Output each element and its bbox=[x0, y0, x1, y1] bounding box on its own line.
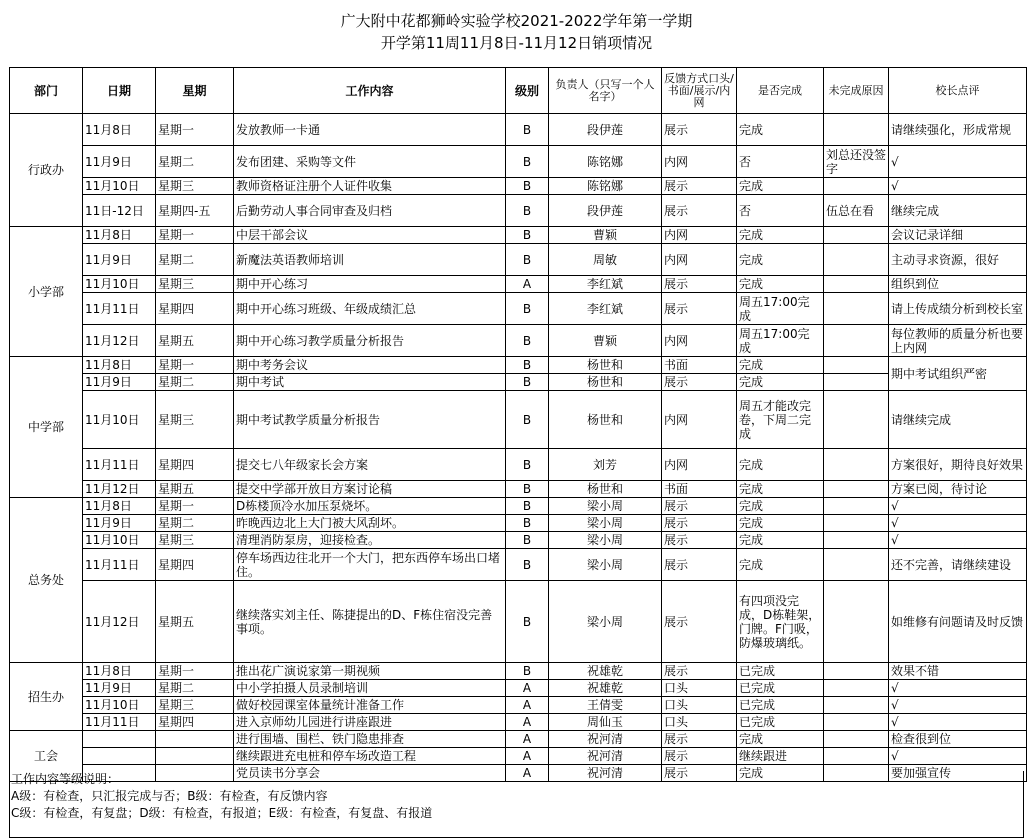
comment-cell: √ bbox=[889, 748, 1027, 765]
level-cell: A bbox=[506, 748, 549, 765]
content-cell: 提交中学部开放日方案讨论稿 bbox=[234, 481, 506, 498]
done-cell: 完成 bbox=[737, 731, 824, 748]
week-cell: 星期一 bbox=[156, 357, 234, 374]
date-cell: 11月8日 bbox=[83, 498, 156, 515]
comment-cell: √ bbox=[889, 498, 1027, 515]
header-reason: 未完成原因 bbox=[824, 68, 889, 114]
header-week: 星期 bbox=[156, 68, 234, 114]
week-cell: 星期五 bbox=[156, 581, 234, 663]
date-cell: 11月8日 bbox=[83, 227, 156, 244]
comment-cell: 要加强宣传 bbox=[889, 765, 1027, 782]
content-cell: 期中开心练习 bbox=[234, 276, 506, 293]
table-row bbox=[10, 549, 1027, 581]
owner-cell: 王倩雯 bbox=[549, 697, 662, 714]
content-cell: 期中开心练习教学质量分析报告 bbox=[234, 325, 506, 357]
level-cell: B bbox=[506, 293, 549, 325]
reason-cell bbox=[824, 293, 889, 325]
comment-cell: √ bbox=[889, 714, 1027, 731]
level-cell: B bbox=[506, 374, 549, 391]
done-cell: 否 bbox=[737, 146, 824, 178]
reason-cell bbox=[824, 663, 889, 680]
owner-cell: 曹颖 bbox=[549, 325, 662, 357]
week-cell: 星期一 bbox=[156, 663, 234, 680]
date-cell: 11月8日 bbox=[83, 663, 156, 680]
week-cell: 星期三 bbox=[156, 276, 234, 293]
done-cell: 完成 bbox=[737, 549, 824, 581]
comment-cell: 继续完成 bbox=[889, 195, 1027, 227]
owner-cell: 梁小周 bbox=[549, 549, 662, 581]
date-cell: 11月9日 bbox=[83, 244, 156, 276]
header-done: 是否完成 bbox=[737, 68, 824, 114]
content-cell: 后勤劳动人事合同审查及归档 bbox=[234, 195, 506, 227]
level-cell: B bbox=[506, 195, 549, 227]
table-row bbox=[10, 731, 1027, 748]
work-table bbox=[9, 67, 1027, 782]
reason-cell bbox=[824, 276, 889, 293]
table-row bbox=[10, 357, 1027, 374]
done-cell: 周五17:00完成 bbox=[737, 325, 824, 357]
dept-cell: 行政办 bbox=[10, 114, 83, 227]
owner-cell: 梁小周 bbox=[549, 581, 662, 663]
content-cell: 新魔法英语教师培训 bbox=[234, 244, 506, 276]
owner-cell: 祝河清 bbox=[549, 765, 662, 782]
level-notes bbox=[9, 771, 1024, 838]
reason-cell bbox=[824, 178, 889, 195]
week-cell: 星期二 bbox=[156, 374, 234, 391]
feedback-cell: 展示 bbox=[662, 178, 737, 195]
done-cell: 完成 bbox=[737, 374, 824, 391]
dept-cell: 小学部 bbox=[10, 227, 83, 357]
date-cell bbox=[83, 748, 156, 765]
week-cell: 星期四 bbox=[156, 714, 234, 731]
header-comment: 校长点评 bbox=[889, 68, 1027, 114]
owner-cell: 曹颖 bbox=[549, 227, 662, 244]
reason-cell bbox=[824, 731, 889, 748]
feedback-cell: 内网 bbox=[662, 244, 737, 276]
owner-cell: 杨世和 bbox=[549, 391, 662, 449]
done-cell: 完成 bbox=[737, 357, 824, 374]
level-cell: B bbox=[506, 114, 549, 146]
owner-cell: 周仙玉 bbox=[549, 714, 662, 731]
done-cell: 有四项没完成，D栋鞋架，门牌。F门吸，防爆玻璃纸。 bbox=[737, 581, 824, 663]
owner-cell: 杨世和 bbox=[549, 374, 662, 391]
content-cell: 提交七八年级家长会方案 bbox=[234, 449, 506, 481]
done-cell: 已完成 bbox=[737, 680, 824, 697]
comment-cell: √ bbox=[889, 178, 1027, 195]
level-cell: B bbox=[506, 227, 549, 244]
feedback-cell: 内网 bbox=[662, 449, 737, 481]
week-cell: 星期二 bbox=[156, 146, 234, 178]
content-cell: 进入京师幼儿园进行讲座跟进 bbox=[234, 714, 506, 731]
comment-cell: √ bbox=[889, 515, 1027, 532]
date-cell: 11日-12日 bbox=[83, 195, 156, 227]
content-cell: 继续跟进充电桩和停车场改造工程 bbox=[234, 748, 506, 765]
owner-cell: 杨世和 bbox=[549, 357, 662, 374]
owner-cell: 刘芳 bbox=[549, 449, 662, 481]
level-cell: B bbox=[506, 449, 549, 481]
content-cell: 中小学拍摄人员录制培训 bbox=[234, 680, 506, 697]
week-cell: 星期三 bbox=[156, 532, 234, 549]
table-row bbox=[10, 114, 1027, 146]
feedback-cell: 展示 bbox=[662, 498, 737, 515]
reason-cell bbox=[824, 697, 889, 714]
level-cell: B bbox=[506, 481, 549, 498]
week-cell: 星期四 bbox=[156, 449, 234, 481]
reason-cell bbox=[824, 449, 889, 481]
done-cell: 否 bbox=[737, 195, 824, 227]
level-cell: B bbox=[506, 515, 549, 532]
document-subtitle: 开学第11周11月8日-11月12日销项情况 bbox=[380, 34, 653, 52]
date-cell: 11月10日 bbox=[83, 391, 156, 449]
header-date: 日期 bbox=[83, 68, 156, 114]
done-cell: 完成 bbox=[737, 765, 824, 782]
reason-cell bbox=[824, 374, 889, 391]
header-row bbox=[10, 68, 1027, 114]
content-cell: 教师资格证注册个人证件收集 bbox=[234, 178, 506, 195]
table-row bbox=[10, 481, 1027, 498]
owner-cell: 梁小周 bbox=[549, 515, 662, 532]
feedback-cell: 书面 bbox=[662, 481, 737, 498]
feedback-cell: 展示 bbox=[662, 515, 737, 532]
week-cell: 星期四 bbox=[156, 549, 234, 581]
comment-cell: 请上传成绩分析到校长室 bbox=[889, 293, 1027, 325]
reason-cell bbox=[824, 325, 889, 357]
comment-cell: √ bbox=[889, 146, 1027, 178]
done-cell: 完成 bbox=[737, 227, 824, 244]
done-cell: 已完成 bbox=[737, 663, 824, 680]
owner-cell: 祝河清 bbox=[549, 748, 662, 765]
reason-cell bbox=[824, 481, 889, 498]
level-cell: B bbox=[506, 357, 549, 374]
reason-cell bbox=[824, 532, 889, 549]
dept-cell: 总务处 bbox=[10, 498, 83, 663]
week-cell: 星期三 bbox=[156, 391, 234, 449]
comment-cell: √ bbox=[889, 680, 1027, 697]
date-cell: 11月9日 bbox=[83, 515, 156, 532]
done-cell: 完成 bbox=[737, 114, 824, 146]
feedback-cell: 展示 bbox=[662, 731, 737, 748]
reason-cell bbox=[824, 748, 889, 765]
owner-cell: 段伊莲 bbox=[549, 114, 662, 146]
table-row bbox=[10, 391, 1027, 449]
done-cell: 继续跟进 bbox=[737, 748, 824, 765]
date-cell: 11月10日 bbox=[83, 697, 156, 714]
table-row bbox=[10, 532, 1027, 549]
dept-cell: 工会 bbox=[10, 731, 83, 782]
owner-cell: 陈铭娜 bbox=[549, 178, 662, 195]
week-cell: 星期三 bbox=[156, 178, 234, 195]
feedback-cell: 口头 bbox=[662, 714, 737, 731]
table-row bbox=[10, 227, 1027, 244]
level-cell: A bbox=[506, 697, 549, 714]
comment-cell: 主动寻求资源，很好 bbox=[889, 244, 1027, 276]
notes-line: A级：有检查，只汇报完成与否；B级：有检查，有反馈内容 bbox=[11, 789, 328, 803]
date-cell: 11月12日 bbox=[83, 481, 156, 498]
done-cell: 完成 bbox=[737, 515, 824, 532]
feedback-cell: 展示 bbox=[662, 114, 737, 146]
date-cell: 11月10日 bbox=[83, 532, 156, 549]
table-row bbox=[10, 325, 1027, 357]
owner-cell: 祝河清 bbox=[549, 731, 662, 748]
header-dept: 部门 bbox=[10, 68, 83, 114]
notes-line: 工作内容等级说明： bbox=[11, 772, 120, 786]
content-cell: 进行围墙、围栏、铁门隐患排查 bbox=[234, 731, 506, 748]
table-row bbox=[10, 714, 1027, 731]
week-cell: 星期一 bbox=[156, 114, 234, 146]
feedback-cell: 展示 bbox=[662, 374, 737, 391]
level-cell: B bbox=[506, 244, 549, 276]
feedback-cell: 展示 bbox=[662, 195, 737, 227]
content-cell: 停车场西边往北开一个大门，把东西停车场出口堵住。 bbox=[234, 549, 506, 581]
content-cell: 发放教师一卡通 bbox=[234, 114, 506, 146]
done-cell: 周五才能改完卷，下周二完成 bbox=[737, 391, 824, 449]
feedback-cell: 口头 bbox=[662, 680, 737, 697]
level-cell: B bbox=[506, 532, 549, 549]
header-content: 工作内容 bbox=[234, 68, 506, 114]
content-cell: 期中考务会议 bbox=[234, 357, 506, 374]
owner-cell: 周敏 bbox=[549, 244, 662, 276]
done-cell: 完成 bbox=[737, 244, 824, 276]
comment-cell: 方案很好，期待良好效果 bbox=[889, 449, 1027, 481]
header-owner: 负责人（只写一个人名字） bbox=[549, 68, 662, 114]
level-cell: A bbox=[506, 731, 549, 748]
reason-cell bbox=[824, 581, 889, 663]
owner-cell: 祝雄乾 bbox=[549, 663, 662, 680]
feedback-cell: 展示 bbox=[662, 581, 737, 663]
done-cell: 完成 bbox=[737, 449, 824, 481]
dept-cell: 招生办 bbox=[10, 663, 83, 731]
feedback-cell: 展示 bbox=[662, 549, 737, 581]
content-cell: 继续落实刘主任、陈捷提出的D、F栋住宿没完善事项。 bbox=[234, 581, 506, 663]
table-row bbox=[10, 178, 1027, 195]
reason-cell bbox=[824, 515, 889, 532]
comment-cell: 会议记录详细 bbox=[889, 227, 1027, 244]
content-cell: 做好校园课室体量统计准备工作 bbox=[234, 697, 506, 714]
table-row bbox=[10, 581, 1027, 663]
week-cell: 星期一 bbox=[156, 227, 234, 244]
date-cell: 11月10日 bbox=[83, 276, 156, 293]
content-cell: 昨晚西边北上大门被大风刮坏。 bbox=[234, 515, 506, 532]
content-cell: 清理消防泵房，迎接检查。 bbox=[234, 532, 506, 549]
table-row bbox=[10, 697, 1027, 714]
comment-cell: √ bbox=[889, 532, 1027, 549]
week-cell: 星期五 bbox=[156, 325, 234, 357]
header-level: 级别 bbox=[506, 68, 549, 114]
owner-cell: 祝雄乾 bbox=[549, 680, 662, 697]
comment-cell: 如维修有问题请及时反馈 bbox=[889, 581, 1027, 663]
reason-cell bbox=[824, 498, 889, 515]
table-row bbox=[10, 374, 1027, 391]
notes-line: C级：有检查，有复盘；D级：有检查，有报道；E级：有检查，有复盘、有报道 bbox=[11, 806, 433, 820]
owner-cell: 段伊莲 bbox=[549, 195, 662, 227]
date-cell: 11月9日 bbox=[83, 146, 156, 178]
reason-cell bbox=[824, 391, 889, 449]
owner-cell: 李红斌 bbox=[549, 276, 662, 293]
feedback-cell: 内网 bbox=[662, 391, 737, 449]
feedback-cell: 展示 bbox=[662, 663, 737, 680]
comment-cell: 方案已阅，待讨论 bbox=[889, 481, 1027, 498]
reason-cell bbox=[824, 227, 889, 244]
table-row bbox=[10, 515, 1027, 532]
reason-cell bbox=[824, 549, 889, 581]
week-cell: 星期五 bbox=[156, 481, 234, 498]
feedback-cell: 展示 bbox=[662, 748, 737, 765]
feedback-cell: 展示 bbox=[662, 276, 737, 293]
done-cell: 完成 bbox=[737, 178, 824, 195]
feedback-cell: 展示 bbox=[662, 293, 737, 325]
table-row bbox=[10, 449, 1027, 481]
owner-cell: 梁小周 bbox=[549, 532, 662, 549]
week-cell: 星期二 bbox=[156, 244, 234, 276]
reason-cell bbox=[824, 244, 889, 276]
done-cell: 已完成 bbox=[737, 714, 824, 731]
date-cell: 11月12日 bbox=[83, 581, 156, 663]
comment-cell: 请继续强化，形成常规 bbox=[889, 114, 1027, 146]
level-cell: B bbox=[506, 581, 549, 663]
document-title: 广大附中花都狮岭实验学校2021-2022学年第一学期 bbox=[340, 12, 693, 30]
level-cell: B bbox=[506, 391, 549, 449]
dept-cell: 中学部 bbox=[10, 357, 83, 498]
owner-cell: 陈铭娜 bbox=[549, 146, 662, 178]
owner-cell: 李红斌 bbox=[549, 293, 662, 325]
feedback-cell: 口头 bbox=[662, 697, 737, 714]
done-cell: 周五17:00完成 bbox=[737, 293, 824, 325]
level-cell: A bbox=[506, 680, 549, 697]
feedback-cell: 展示 bbox=[662, 532, 737, 549]
feedback-cell: 内网 bbox=[662, 146, 737, 178]
feedback-cell: 展示 bbox=[662, 765, 737, 782]
reason-cell: 伍总在看 bbox=[824, 195, 889, 227]
content-cell: 推出花广演说家第一期视频 bbox=[234, 663, 506, 680]
table-row bbox=[10, 244, 1027, 276]
content-cell: 期中考试 bbox=[234, 374, 506, 391]
header-feedback: 反馈方式口头/书面/展示/内网 bbox=[662, 68, 737, 114]
comment-cell: √ bbox=[889, 697, 1027, 714]
table-row bbox=[10, 146, 1027, 178]
level-cell: B bbox=[506, 498, 549, 515]
feedback-cell: 内网 bbox=[662, 325, 737, 357]
content-cell: D栋楼顶冷水加压泵烧坏。 bbox=[234, 498, 506, 515]
done-cell: 完成 bbox=[737, 532, 824, 549]
table-row bbox=[10, 498, 1027, 515]
content-cell: 发布团建、采购等文件 bbox=[234, 146, 506, 178]
date-cell: 11月11日 bbox=[83, 293, 156, 325]
content-cell: 中层干部会议 bbox=[234, 227, 506, 244]
date-cell: 11月8日 bbox=[83, 357, 156, 374]
content-cell: 期中考试教学质量分析报告 bbox=[234, 391, 506, 449]
table-row bbox=[10, 276, 1027, 293]
date-cell: 11月11日 bbox=[83, 714, 156, 731]
reason-cell bbox=[824, 114, 889, 146]
comment-cell: 每位教师的质量分析也要上内网 bbox=[889, 325, 1027, 357]
date-cell: 11月9日 bbox=[83, 680, 156, 697]
done-cell: 完成 bbox=[737, 276, 824, 293]
date-cell: 11月11日 bbox=[83, 549, 156, 581]
level-cell: B bbox=[506, 325, 549, 357]
done-cell: 已完成 bbox=[737, 697, 824, 714]
level-cell: B bbox=[506, 663, 549, 680]
feedback-cell: 内网 bbox=[662, 227, 737, 244]
level-cell: A bbox=[506, 765, 549, 782]
content-cell: 期中开心练习班级、年级成绩汇总 bbox=[234, 293, 506, 325]
content-cell: 党员读书分享会 bbox=[234, 765, 506, 782]
date-cell: 11月10日 bbox=[83, 178, 156, 195]
comment-cell: 期中考试组织严密 bbox=[889, 357, 1027, 391]
level-cell: A bbox=[506, 714, 549, 731]
week-cell: 星期二 bbox=[156, 515, 234, 532]
reason-cell bbox=[824, 680, 889, 697]
week-cell bbox=[156, 731, 234, 748]
comment-cell: 效果不错 bbox=[889, 663, 1027, 680]
reason-cell: 刘总还没签字 bbox=[824, 146, 889, 178]
week-cell: 星期四-五 bbox=[156, 195, 234, 227]
comment-cell: 请继续完成 bbox=[889, 391, 1027, 449]
table-row bbox=[10, 680, 1027, 697]
date-cell: 11月11日 bbox=[83, 449, 156, 481]
reason-cell bbox=[824, 714, 889, 731]
date-cell bbox=[83, 731, 156, 748]
owner-cell: 梁小周 bbox=[549, 498, 662, 515]
week-cell: 星期一 bbox=[156, 498, 234, 515]
table-row bbox=[10, 195, 1027, 227]
table-row bbox=[10, 663, 1027, 680]
level-cell: B bbox=[506, 178, 549, 195]
date-cell: 11月12日 bbox=[83, 325, 156, 357]
week-cell bbox=[156, 748, 234, 765]
week-cell: 星期二 bbox=[156, 680, 234, 697]
date-cell: 11月8日 bbox=[83, 114, 156, 146]
done-cell: 完成 bbox=[737, 481, 824, 498]
week-cell: 星期四 bbox=[156, 293, 234, 325]
week-cell: 星期三 bbox=[156, 697, 234, 714]
comment-cell: 组织到位 bbox=[889, 276, 1027, 293]
table-row bbox=[10, 748, 1027, 765]
owner-cell: 杨世和 bbox=[549, 481, 662, 498]
level-cell: B bbox=[506, 549, 549, 581]
comment-cell: 检查很到位 bbox=[889, 731, 1027, 748]
level-cell: A bbox=[506, 276, 549, 293]
feedback-cell: 书面 bbox=[662, 357, 737, 374]
done-cell: 完成 bbox=[737, 498, 824, 515]
date-cell: 11月9日 bbox=[83, 374, 156, 391]
comment-cell: 还不完善，请继续建设 bbox=[889, 549, 1027, 581]
reason-cell bbox=[824, 357, 889, 374]
level-cell: B bbox=[506, 146, 549, 178]
table-row bbox=[10, 293, 1027, 325]
